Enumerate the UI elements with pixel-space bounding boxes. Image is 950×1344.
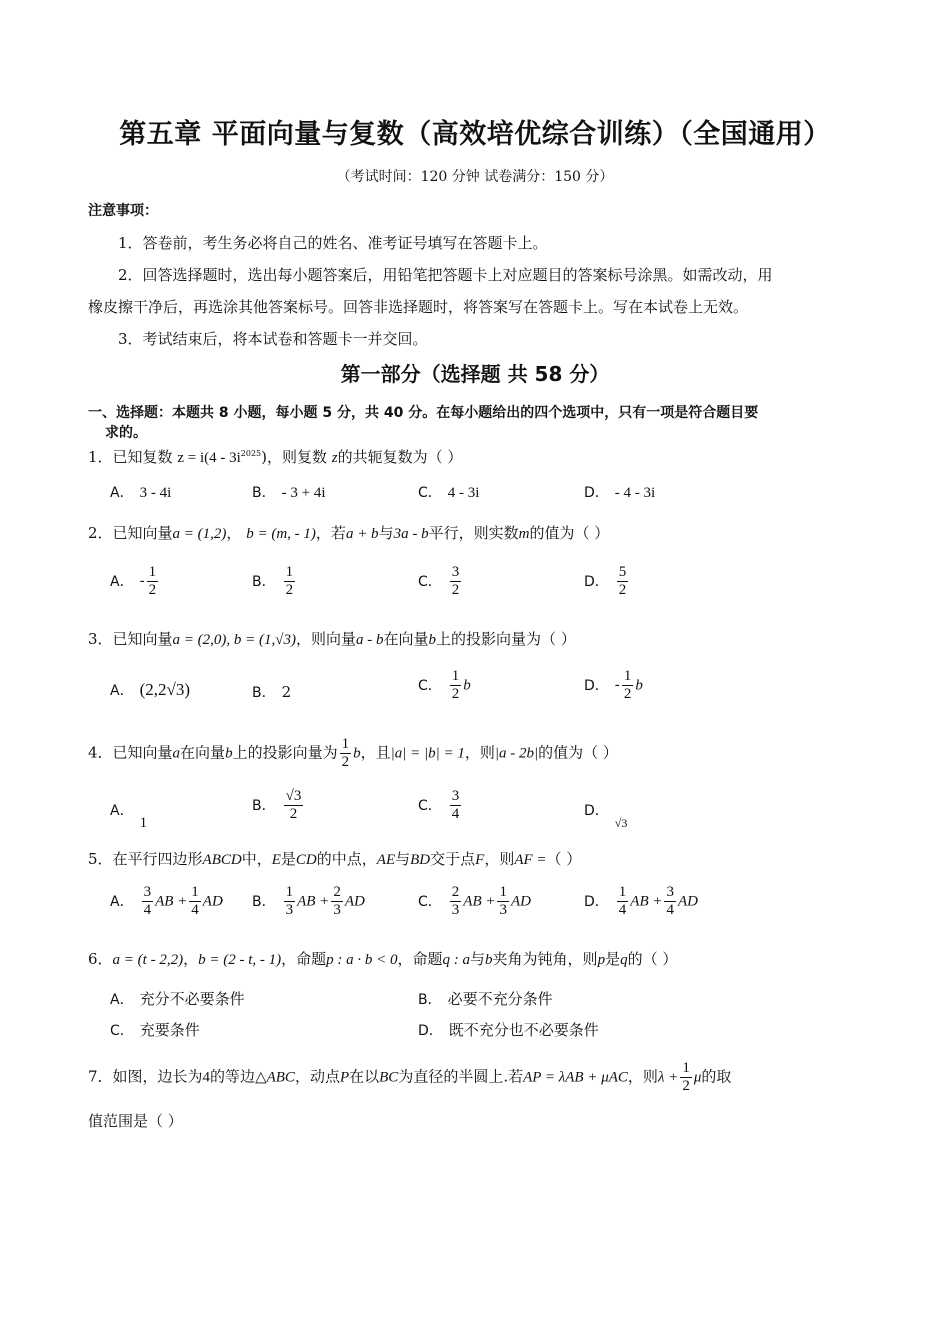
- note-2a: 2．回答选择题时，选出每小题答案后，用铅笔把答题卡上对应题目的答案标号涂黑。如需改动，用: [118, 266, 773, 284]
- q6-option-c[interactable]: C． 充要条件: [110, 1021, 200, 1039]
- question-7: 7．如图，边长为4的等边△ABC，动点P在以BC为直径的半圆上.若AP = λAB + μAC，则λ + $\frac{1}{2}$ μ的取: [88, 1060, 732, 1094]
- q2-option-d[interactable]: D． $\frac{5}{2}$: [584, 564, 627, 598]
- question-3: 3．已知向量a = (2,0), b = (1,√3)，则向量a - b在向量b上的投影向量为（ ）: [88, 630, 576, 648]
- q1-option-d[interactable]: D． - 4 - 3i: [584, 485, 656, 501]
- question-7-cont: 值范围是（ ）: [88, 1112, 183, 1130]
- q4-option-c[interactable]: C． $\frac{3}{4}$: [418, 788, 460, 822]
- q3-option-a[interactable]: A． (2,2√3): [110, 680, 190, 699]
- question-5: 5．在平行四边形ABCD中，E是CD的中点，AE与BD交于点F，则AF =（ ）: [88, 850, 582, 868]
- note-2b: 橡皮擦干净后，再选涂其他答案标号。回答非选择题时，将答案写在答题卡上。写在本试卷上无效。: [88, 298, 749, 316]
- q2-option-b[interactable]: B． $\frac{1}{2}$: [252, 564, 294, 598]
- q3-option-b[interactable]: B． 2: [252, 683, 292, 701]
- question-4: 4．已知向量a在向量b上的投影向量为 $\frac{1}{2}$ b，且|a| = |b| = 1，则|a - 2b|的值为（ ）: [88, 736, 618, 770]
- q4-option-a[interactable]: A．1: [110, 803, 148, 831]
- q5-option-a[interactable]: A． $\frac{3}{4}$ AB + $\frac{1}{4}$ AD: [110, 884, 223, 918]
- q1-option-a[interactable]: A． 3 - 4i: [110, 485, 172, 501]
- q4-option-d[interactable]: D．$_{√3}$: [584, 803, 628, 830]
- q6-option-a[interactable]: A． 充分不必要条件: [110, 990, 245, 1008]
- q5-option-c[interactable]: C． $\frac{2}{3}$ AB + $\frac{1}{3}$ AD: [418, 884, 531, 918]
- q2-option-a[interactable]: A． - $\frac{1}{2}$: [110, 564, 157, 598]
- q3-option-d[interactable]: D． - $\frac{1}{2}$ b: [584, 668, 643, 702]
- section-heading-a: 一、选择题：本题共 8 小题，每小题 5 分，共 40 分。在每小题给出的四个选项中，只有一项是符合题目要: [88, 405, 759, 421]
- q2-option-c[interactable]: C． $\frac{3}{2}$: [418, 564, 460, 598]
- question-2: 2．已知向量a = (1,2)， b = (m, - 1)，若a + b与3a - b平行，则实数m的值为（ ）: [88, 524, 610, 542]
- q6-option-b[interactable]: B． 必要不充分条件: [418, 990, 553, 1008]
- question-6: 6．a = (t - 2,2)，b = (2 - t, - 1)，命题p : a · b < 0，命题q : a与b夹角为钝角，则p是q的（ ）: [88, 950, 678, 968]
- page-title: 第五章 平面向量与复数（高效培优综合训练）（全国通用）: [119, 119, 831, 150]
- part-1-title: 第一部分（选择题 共 58 分）: [340, 362, 610, 386]
- q3-option-c[interactable]: C． $\frac{1}{2}$ b: [418, 668, 471, 702]
- q6-option-d[interactable]: D． 既不充分也不必要条件: [418, 1021, 599, 1039]
- q5-option-d[interactable]: D． $\frac{1}{4}$ AB + $\frac{3}{4}$ AD: [584, 884, 698, 918]
- q1-option-b[interactable]: B． - 3 + 4i: [252, 485, 326, 501]
- section-heading-b: 求的。: [105, 425, 147, 441]
- note-3: 3．考试结束后，将本试卷和答题卡一并交回。: [118, 330, 428, 348]
- q5-option-b[interactable]: B． $\frac{1}{3}$ AB + $\frac{2}{3}$ AD: [252, 884, 365, 918]
- note-1: 1．答卷前，考生务必将自己的姓名、准考证号填写在答题卡上。: [118, 234, 548, 252]
- notes-heading: 注意事项：: [88, 203, 158, 219]
- q4-option-b[interactable]: B． $\frac{√3}{2}$: [252, 788, 302, 822]
- exam-info: （考试时间：120 分钟 试卷满分：150 分）: [336, 169, 614, 185]
- question-1: 1．已知复数 $z = i(4 - 3i^{2025})$，则复数 z的共轭复数为（ ）: [88, 448, 463, 466]
- q1-option-c[interactable]: C． 4 - 3i: [418, 485, 480, 501]
